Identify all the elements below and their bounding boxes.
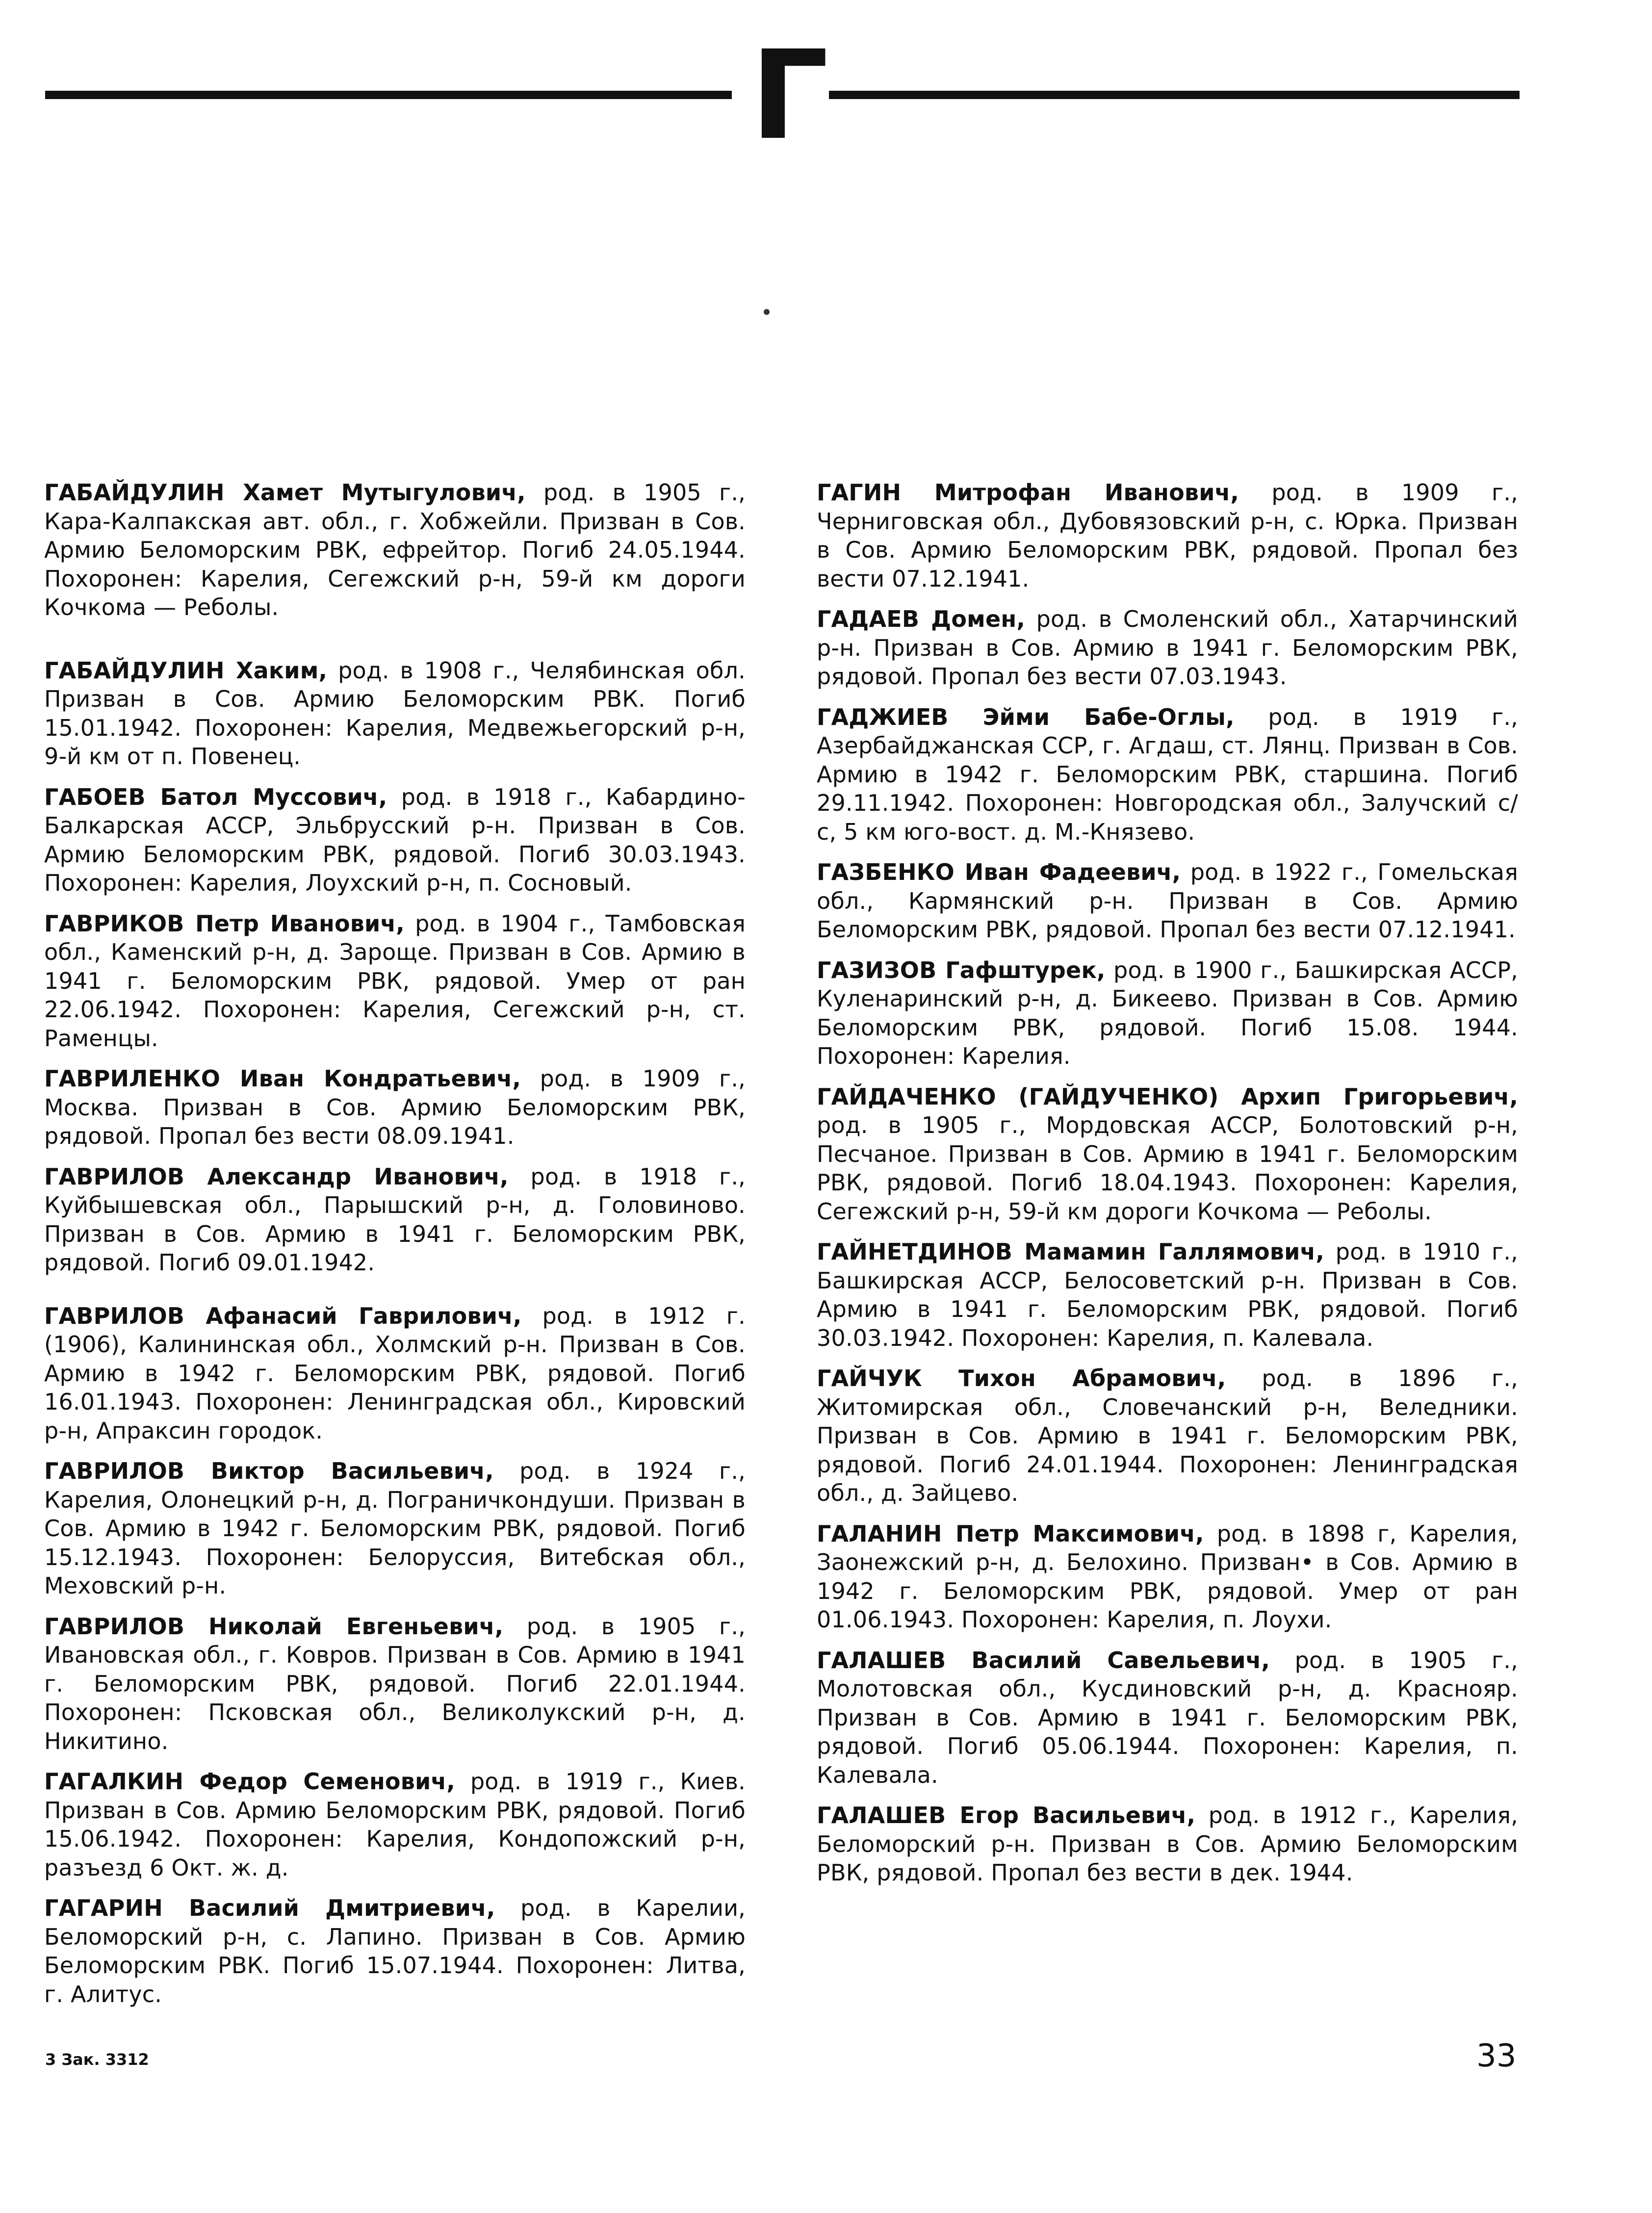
section-letter: Г <box>750 24 829 167</box>
entry-text: род. в 1905 г., Мордовская АССР, Болотовский р-н, Песчаное. Призван в Сов. Армию в 1941 г. Беломорским РВК, рядовой. Погиб 18.04.1943. Похоронен: Карелия, Сегежский р-н, 59-й км дороги Кочкома — Реболы. <box>817 1112 1518 1225</box>
entry-text: род. в 1900 г., Башкирская АССР, Куленаринский р-н, д. Бикеево. Призван в Сов. Армию Беломорским РВК, рядовой. Погиб 15.08. 1944. Похоронен: Карелия. <box>817 956 1518 1069</box>
entry <box>44 478 746 622</box>
entry <box>817 1082 1518 1226</box>
entry-name: ГАВРИЛОВ Николай Евгеньевич, <box>44 1613 504 1640</box>
entry <box>44 909 746 1053</box>
entry <box>44 1767 746 1882</box>
entry-text: род. в Смоленский обл., Хатарчинский р-н. Призван в Сов. Армию в 1941 г. Беломорским РВК, рядовой. Пропал без вести 07.03.1943. <box>817 606 1518 690</box>
entry-name: ГАВРИЛОВ Афанасий Гаврилович, <box>44 1302 522 1329</box>
entry-text: род. в 1898 г, Карелия, Заонежский р-н, д. Белохино. Призван• в Сов. Армию в 1942 г. Беломорским РВК, рядовой. Умер от ран 01.06.1943. Похоронен: Карелия, п. Лоухи. <box>817 1520 1518 1633</box>
entry <box>817 1237 1518 1352</box>
entry-name: ГАГАЛКИН Федор Семенович, <box>44 1768 455 1795</box>
entry-text: род. в 1905 г., Кара-Калпакская авт. обл., г. Хобжейли. Призван в Сов. Армию Беломорским РВК, ефрейтор. Погиб 24.05.1944. Похоронен: Карелия, Сегежский р-н, 59-й км дороги Кочкома — Реболы. <box>44 479 746 620</box>
left-column <box>44 478 746 2020</box>
entry-name: ГАЙДАЧЕНКО (ГАЙДУЧЕНКО) Архип Григорьевич, <box>817 1083 1518 1110</box>
entry-text: род. в 1912 г., Карелия, Беломорский р-н. Призван в Сов. Армию Беломорским РВК, рядовой. Пропал без вести в дек. 1944. <box>817 1802 1518 1886</box>
entry-name: ГАБОЕВ Батол Муссович, <box>44 783 387 810</box>
entry <box>817 605 1518 691</box>
entry-name: ГАДЖИЕВ Эйми Бабе-Оглы, <box>817 703 1235 730</box>
entry-name: ГАЗИЗОВ Гафштурек, <box>817 956 1106 983</box>
entry <box>44 1162 746 1277</box>
entry-text: род. в 1919 г., Азербайджанская ССР, г. Агдаш, ст. Лянц. Призван в Сов. Армию в 1942 г. Беломорским РВК, старшина. Погиб 29.11.1942. Похоронен: Новгородская обл., Залучский с/с, 5 км юго-вост. д. М.-Князево. <box>817 703 1518 845</box>
entry-name: ГАВРИЛОВ Александр Иванович, <box>44 1163 509 1190</box>
page-number: 33 <box>1476 2038 1517 2074</box>
entry-name: ГАЛАНИН Петр Максимович, <box>817 1520 1204 1547</box>
entry <box>44 1064 746 1151</box>
entry-name: ГАБАЙДУЛИН Хамет Мутыгулович, <box>44 479 526 506</box>
entry <box>817 1801 1518 1887</box>
entry-text: род. в 1918 г., Кабардино-Балкарская АССР, Эльбрусский р-н. Призван в Сов. Армию Беломорским РВК, рядовой. Погиб 30.03.1943. Похоронен: Карелия, Лоухский р-н, п. Сосновый. <box>44 783 746 896</box>
entry <box>817 478 1518 593</box>
entry-text: род. в 1909 г., Черниговская обл., Дубовязовский р-н, с. Юрка. Призван в Сов. Армию Беломорским РВК, рядовой. Пропал без вести 07.12.1941. <box>817 479 1518 592</box>
entry <box>817 858 1518 944</box>
entry-name: ГАБАЙДУЛИН Хаким, <box>44 657 328 684</box>
entry-text: род. в 1924 г., Карелия, Олонецкий р-н, д. Пограничкондуши. Призван в Сов. Армию в 1942 г. Беломорским РВК, рядовой. Погиб 15.12.1943. Похоронен: Белоруссия, Витебская обл., Меховский р-н. <box>44 1458 746 1599</box>
page-header <box>0 0 1652 196</box>
entry-text: род. в 1905 г., Молотовская обл., Кусдиновский р-н, д. Краснояр. Призван в Сов. Армию в 1941 г. Беломорским РВК, рядовой. Погиб 05.06.1944. Похоронен: Карелия, п. Калевала. <box>817 1647 1519 1788</box>
entry-text: род. в 1908 г., Челябинская обл. Призван в Сов. Армию Беломорским РВК. Погиб 15.01.1942. Похоронен: Карелия, Медвежьегорский р-н, 9-й км от п. Повенец. <box>44 657 746 770</box>
entry-name: ГАВРИЛЕНКО Иван Кондратьевич, <box>44 1065 521 1092</box>
entry <box>44 1457 746 1600</box>
entry-name: ГАЙЧУК Тихон Абрамович, <box>817 1365 1226 1391</box>
entry-text: род. в 1912 г. (1906), Калининская обл., Холмский р-н. Призван в Сов. Армию в 1942 г. Беломорским РВК, рядовой. Погиб 16.01.1943. Похоронен: Ленинградская обл., Кировский р-н, Апраксин городок. <box>44 1302 746 1444</box>
entry-name: ГАГАРИН Василий Дмитриевич, <box>44 1895 495 1921</box>
entry-name: ГАЗБЕНКО Иван Фадеевич, <box>817 859 1181 885</box>
entry <box>44 783 746 898</box>
header-rule-right <box>829 91 1520 99</box>
entry <box>817 1646 1518 1790</box>
entry <box>44 1894 746 2008</box>
right-column <box>817 478 1518 1899</box>
entry-name: ГАВРИЛОВ Виктор Васильевич, <box>44 1458 494 1484</box>
entry-text: род. в 1918 г., Куйбышевская обл., Парышский р-н, д. Головиново. Призван в Сов. Армию в 1941 г. Беломорским РВК, рядовой. Погиб 09.01.1942. <box>44 1163 746 1276</box>
entry-text: род. в 1896 г., Житомирская обл., Словечанский р-н, Веледники. Призван в Сов. Армию в 1941 г. Беломорским РВК, рядовой. Погиб 24.01.1944. Похоронен: Ленинградская обл., д. Зайцево. <box>817 1365 1518 1506</box>
entry-text: род. в 1922 г., Гомельская обл., Кармянский р-н. Призван в Сов. Армию Беломорским РВК, рядовой. Пропал без вести 07.12.1941. <box>817 859 1518 943</box>
entry <box>817 956 1518 1071</box>
entry-text: род. в 1909 г., Москва. Призван в Сов. Армию Беломорским РВК, рядовой. Пропал без вести 08.09.1941. <box>44 1065 746 1149</box>
entry <box>817 703 1518 847</box>
entry-text: род. в 1904 г., Тамбовская обл., Каменский р-н, д. Зароще. Призван в Сов. Армию в 1941 г. Беломорским РВК, рядовой. Умер от ран 22.06.1942. Похоронен: Карелия, Сегежский р-н, ст. Раменцы. <box>44 910 746 1052</box>
entry <box>44 1302 746 1445</box>
entry <box>44 1612 746 1756</box>
entry-text: род. в Карелии, Беломорский р-н, с. Лапино. Призван в Сов. Армию Беломорским РВК. Погиб 15.07.1944. Похоронен: Литва, г. Алитус. <box>44 1895 746 2007</box>
entry-name: ГАЛАШЕВ Василий Савельевич, <box>817 1647 1270 1673</box>
entry <box>817 1364 1518 1508</box>
entry-text: род. в 1905 г., Ивановская обл., г. Ковров. Призван в Сов. Армию в 1941 г. Беломорским РВК, рядовой. Погиб 22.01.1944. Похоронен: Псковская обл., Великолукский р-н, д. Никитино. <box>44 1613 746 1754</box>
entry-text: род. в 1910 г., Башкирская АССР, Белосоветский р-н. Призван в Сов. Армию в 1941 г. Беломорским РВК, рядовой. Погиб 30.03.1942. Похоронен: Карелия, п. Калевала. <box>817 1238 1519 1351</box>
entry-name: ГАВРИКОВ Петр Иванович, <box>44 910 405 937</box>
entry <box>817 1519 1518 1634</box>
entry-text: род. в 1919 г., Киев. Призван в Сов. Армию Беломорским РВК, рядовой. Погиб 15.06.1942. Похоронен: Карелия, Кондопожский р-н, разъезд 6 Окт. ж. д. <box>44 1768 746 1881</box>
print-speck <box>764 309 770 315</box>
printing-order-note: 3 Зак. 3312 <box>45 2050 149 2069</box>
entry <box>44 656 746 771</box>
entry-name: ГАЛАШЕВ Егор Васильевич, <box>817 1802 1196 1828</box>
entry-name: ГАДАЕВ Домен, <box>817 606 1025 632</box>
entry-name: ГАЙНЕТДИНОВ Мамамин Галлямович, <box>817 1238 1324 1265</box>
header-rule-left <box>45 91 732 99</box>
entry-name: ГАГИН Митрофан Иванович, <box>817 479 1239 506</box>
